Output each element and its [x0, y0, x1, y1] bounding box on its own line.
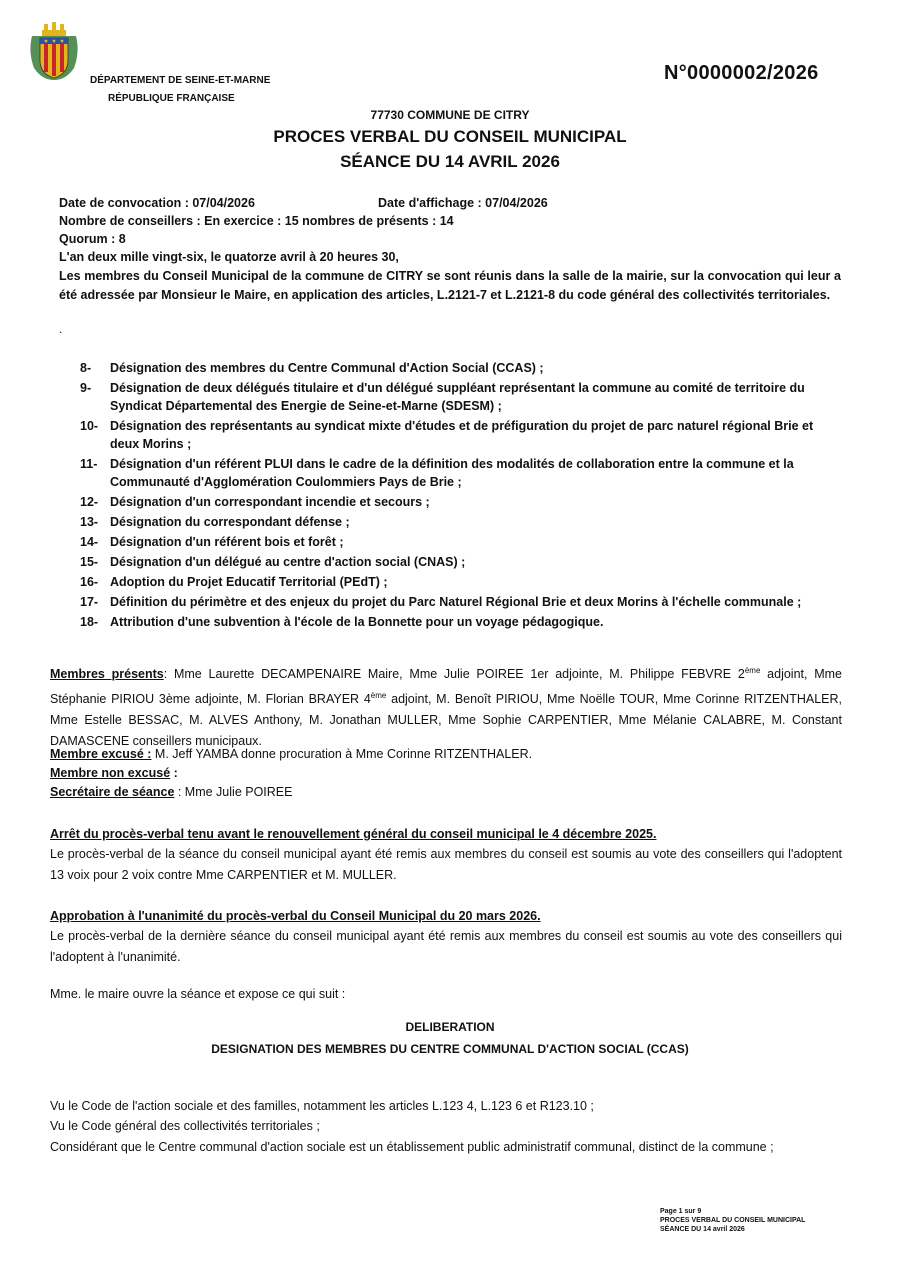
- commune-crest: [22, 22, 86, 82]
- section2-text: Le procès-verbal de la dernière séance du conseil municipal ayant été remis aux membres du conseil est soumis au vote des conseillers qui l'adoptent à l'unanimité.: [50, 929, 842, 964]
- vu-cgct: Vu le Code général des collectivités territoriales ;: [50, 1119, 320, 1133]
- agenda-item-text: Désignation d'un délégué au centre d'action social (CNAS) ;: [110, 555, 466, 569]
- agenda-item-text: Désignation des membres du Centre Communal d'Action Social (CCAS) ;: [110, 361, 544, 375]
- agenda-item: [80, 455, 845, 491]
- agenda-item: [80, 513, 845, 531]
- member-excused: Membre excusé : M. Jeff YAMBA donne procuration à Mme Corinne RITZENTHALER.: [50, 747, 533, 761]
- agenda-item: [80, 573, 845, 591]
- section1-text: Le procès-verbal de la séance du conseil municipal ayant été remis aux membres du conseil est soumis au vote des conseillers qui l'adoptent 13 voix pour 2 voix contre Mme CARPENTIER et M. MULLER.: [50, 847, 842, 882]
- secretary: Secrétaire de séance : Mme Julie POIREE: [50, 785, 293, 799]
- agenda-item: [80, 533, 845, 551]
- agenda-item-text: Adoption du Projet Educatif Territorial (PEdT) ;: [110, 575, 388, 589]
- agenda-item-number: 12-: [80, 495, 99, 509]
- deliberation-title: DESIGNATION DES MEMBRES DU CENTRE COMMUNAL D'ACTION SOCIAL (CCAS): [211, 1042, 689, 1056]
- session-date-line: L'an deux mille vingt-six, le quatorze avril à 20 heures 30,: [59, 250, 399, 264]
- agenda-item: [80, 379, 845, 415]
- commune-heading: 77730 COMMUNE DE CITRY: [370, 108, 530, 122]
- agenda-item-text: Désignation des représentants au syndicat mixte d'études et de préfiguration du projet de parc naturel régional Brie et deux Morins ;: [110, 419, 814, 451]
- agenda-item-number: 13-: [80, 515, 99, 529]
- intro-paragraph: Les membres du Conseil Municipal de la commune de CITRY se sont réunis dans la salle de la mairie, sur la convocation qui leur a été adressée par Monsieur le Maire, en application des articles, L.2121-7 et L.2121-8 du code général des collectivités territoriales.: [59, 269, 841, 302]
- affichage-date: Date d'affichage : 07/04/2026: [378, 196, 548, 210]
- vu-code-action-sociale: Vu le Code de l'action sociale et des familles, notamment les articles L.123 4, L.123 6 et R123.10 ;: [50, 1099, 594, 1113]
- agenda-item: [80, 593, 845, 611]
- section1-heading: Arrêt du procès-verbal tenu avant le renouvellement général du conseil municipal le 4 décembre 2025.: [50, 827, 657, 841]
- deliberation-label: DELIBERATION: [405, 1020, 495, 1034]
- considerant: Considérant que le Centre communal d'action sociale est un établissement public administratif communal, distinct de la commune ;: [50, 1140, 774, 1154]
- agenda-item-text: Désignation d'un correspondant incendie et secours ;: [110, 495, 430, 509]
- agenda-item-number: 18-: [80, 615, 99, 629]
- agenda-item-number: 14-: [80, 535, 99, 549]
- member-unexcused: Membre non excusé :: [50, 766, 178, 780]
- agenda-item-text: Définition du périmètre et des enjeux du projet du Parc Naturel Régional Brie et deux Morins à l'échelle communale ;: [110, 595, 802, 609]
- session-date: SÉANCE DU 14 AVRIL 2026: [340, 152, 560, 171]
- agenda-item: [80, 553, 845, 571]
- agenda-item: [80, 613, 845, 631]
- republic-name: RÉPUBLIQUE FRANÇAISE: [108, 93, 235, 104]
- members-present-label: Membres présents: [50, 667, 164, 682]
- opening-statement: Mme. le maire ouvre la séance et expose ce qui suit :: [50, 987, 346, 1001]
- convocation-date: Date de convocation : 07/04/2026: [59, 196, 255, 210]
- dot-marker: .: [59, 322, 63, 336]
- agenda-list: [80, 359, 845, 633]
- quorum: Quorum : 8: [59, 232, 126, 246]
- agenda-item-number: 11-: [80, 457, 98, 471]
- page-footer: [660, 1207, 805, 1234]
- conseillers-count: Nombre de conseillers : En exercice : 15 nombres de présents : 14: [59, 214, 454, 228]
- agenda-item: [80, 359, 845, 377]
- agenda-item-number: 8-: [80, 361, 92, 375]
- agenda-item-text: Désignation du correspondant défense ;: [110, 515, 350, 529]
- page-number: Page 1 sur 9: [660, 1208, 702, 1215]
- agenda-item: [80, 417, 845, 453]
- section2-heading: Approbation à l'unanimité du procès-verbal du Conseil Municipal du 20 mars 2026.: [50, 909, 541, 923]
- agenda-item-number: 10-: [80, 419, 99, 433]
- members-present: Membres présents: Mme Laurette DECAMPENAIRE Maire, Mme Julie POIREE 1er adjointe, M. Philippe FEBVRE 2ème adjoint, Mme Stéphanie PIRIOU 3ème adjointe, M. Florian BRAYER 4ème adjoint, M. Benoît PIRIOU, Mme Noëlle TOUR, Mme Corinne RITZENTHALER, Mme Estelle BESSAC, M. ALVES Anthony, M. Jonathan MULLER, Mme Sophie CARPENTIER, Mme Mélanie CALABRE, M. Constant DAMASCENE conseillers municipaux.: [50, 666, 843, 749]
- agenda-item-text: Désignation d'un référent PLUI dans le cadre de la définition des modalités de collaboration entre la commune et la Communauté d'Agglomération Coulommiers Pays de Brie ;: [110, 457, 794, 489]
- department-block: [90, 72, 270, 108]
- agenda-item-text: Désignation de deux délégués titulaire et d'un délégué suppléant représentant la commune au comité de territoire du Syndicat Départemental des Energie de Seine-et-Marne (SDESM) ;: [110, 381, 805, 413]
- agenda-item-text: Attribution d'une subvention à l'école de la Bonnette pour un voyage pédagogique.: [110, 615, 604, 629]
- footer-doc-title: PROCES VERBAL DU CONSEIL MUNICIPAL: [660, 1217, 806, 1224]
- agenda-item-number: 9-: [80, 381, 92, 395]
- agenda-item-number: 15-: [80, 555, 99, 569]
- document-number: N°0000002/2026: [664, 62, 819, 84]
- footer-date: SÉANCE DU 14 avril 2026: [660, 1226, 745, 1233]
- agenda-item-number: 17-: [80, 595, 99, 609]
- agenda-item-number: 16-: [80, 575, 99, 589]
- department-name: DÉPARTEMENT DE SEINE-ET-MARNE: [90, 75, 271, 86]
- document-title: PROCES VERBAL DU CONSEIL MUNICIPAL: [273, 127, 627, 146]
- agenda-item-text: Désignation d'un référent bois et forêt ;: [110, 535, 344, 549]
- agenda-item: [80, 493, 845, 511]
